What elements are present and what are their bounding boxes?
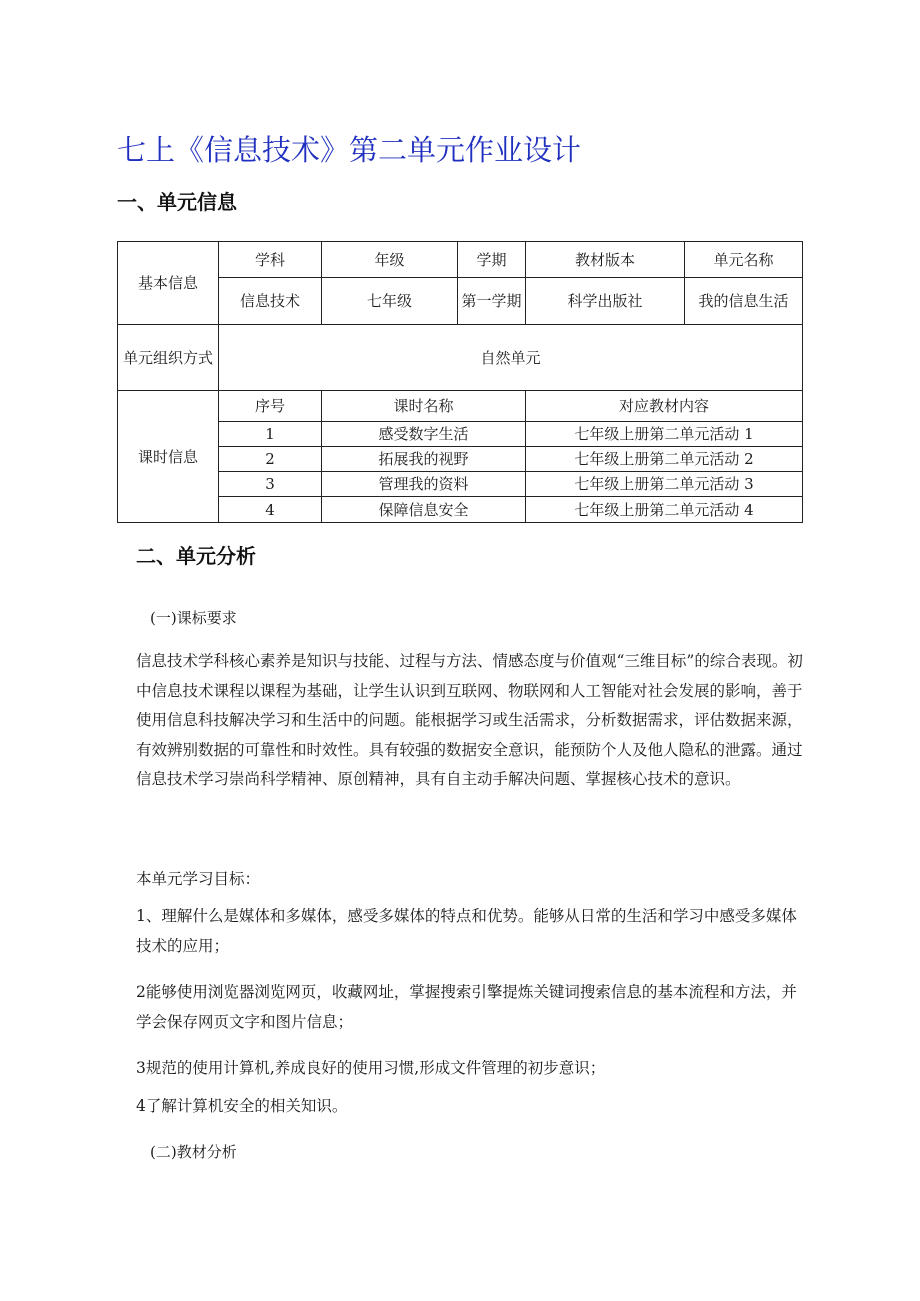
value-cell-grade: 七年级	[322, 278, 458, 325]
goal-item-4: 4了解计算机安全的相关知识。	[136, 1097, 348, 1115]
lesson-content: 七年级上册第二单元活动 4	[526, 497, 803, 523]
header-cell-unit-name: 单元名称	[685, 242, 803, 278]
lesson-content: 七年级上册第二单元活动 1	[526, 422, 803, 447]
header-cell-subject: 学科	[219, 242, 322, 278]
lesson-content: 七年级上册第二单元活动 3	[526, 472, 803, 497]
section-heading-unit-info: 一、单元信息	[117, 190, 237, 214]
lesson-name: 感受数字生活	[322, 422, 526, 447]
lesson-no: 1	[219, 422, 322, 447]
lesson-name: 拓展我的视野	[322, 447, 526, 472]
subsection-curriculum-standards: (一)课标要求	[150, 609, 237, 627]
lesson-name: 管理我的资料	[322, 472, 526, 497]
table-row	[118, 278, 803, 325]
value-cell-term: 第一学期	[458, 278, 526, 325]
org-value: 自然单元	[219, 325, 803, 391]
table-row	[118, 447, 803, 472]
lesson-no: 3	[219, 472, 322, 497]
lesson-no: 4	[219, 497, 322, 523]
header-cell-term: 学期	[458, 242, 526, 278]
basic-info-label: 基本信息	[118, 242, 219, 325]
goals-intro: 本单元学习目标：	[136, 870, 261, 888]
org-label: 单元组织方式	[118, 325, 219, 391]
header-cell-edition: 教材版本	[526, 242, 685, 278]
goal-item-3: 3规范的使用计算机,养成良好的使用习惯,形成文件管理的初步意识；	[136, 1059, 606, 1077]
table-row	[118, 472, 803, 497]
lesson-header-no: 序号	[219, 391, 322, 422]
header-cell-grade: 年级	[322, 242, 458, 278]
lesson-name: 保障信息安全	[322, 497, 526, 523]
table-row	[118, 497, 803, 523]
unit-info-table	[117, 241, 803, 523]
section-heading-unit-analysis: 二、单元分析	[136, 544, 256, 568]
table-row	[118, 242, 803, 278]
lesson-header-name: 课时名称	[322, 391, 526, 422]
value-cell-edition: 科学出版社	[526, 278, 685, 325]
goal-item-1: 1、理解什么是媒体和多媒体，感受多媒体的特点和优势。能够从日常的生活和学习中感受多媒体技术的应用；	[136, 907, 797, 955]
lesson-info-label: 课时信息	[118, 391, 219, 523]
subsection-textbook-analysis: (二)教材分析	[150, 1143, 237, 1161]
table-row	[118, 325, 803, 391]
lesson-header-content: 对应教材内容	[526, 391, 803, 422]
value-cell-subject: 信息技术	[219, 278, 322, 325]
table-row	[118, 422, 803, 447]
table-row	[118, 391, 803, 422]
paragraph-core-literacy: 信息技术学科核心素养是知识与技能、过程与方法、情感态度与价值观“三维目标”的综合表现。初中信息技术课程以课程为基础，让学生认识到互联网、物联网和人工智能对社会发展的影响，善于使用信息科技解决学习和生活中的问题。能根据学习或生活需求，分析数据需求，评估数据来源，有效辨别数据的可靠性和时效性。具有较强的数据安全意识，能预防个人及他人隐私的泄露。通过信息技术学习崇尚科学精神、原创精神，具有自主动手解决问题、掌握核心技术的意识。	[136, 652, 803, 788]
goal-item-2: 2能够使用浏览器浏览网页，收藏网址，掌握搜索引擎提炼关键词搜索信息的基本流程和方法，并学会保存网页文字和图片信息；	[136, 983, 797, 1031]
value-cell-unit-name: 我的信息生活	[685, 278, 803, 325]
lesson-no: 2	[219, 447, 322, 472]
document-title: 七上《信息技术》第二单元作业设计	[117, 133, 582, 167]
lesson-content: 七年级上册第二单元活动 2	[526, 447, 803, 472]
